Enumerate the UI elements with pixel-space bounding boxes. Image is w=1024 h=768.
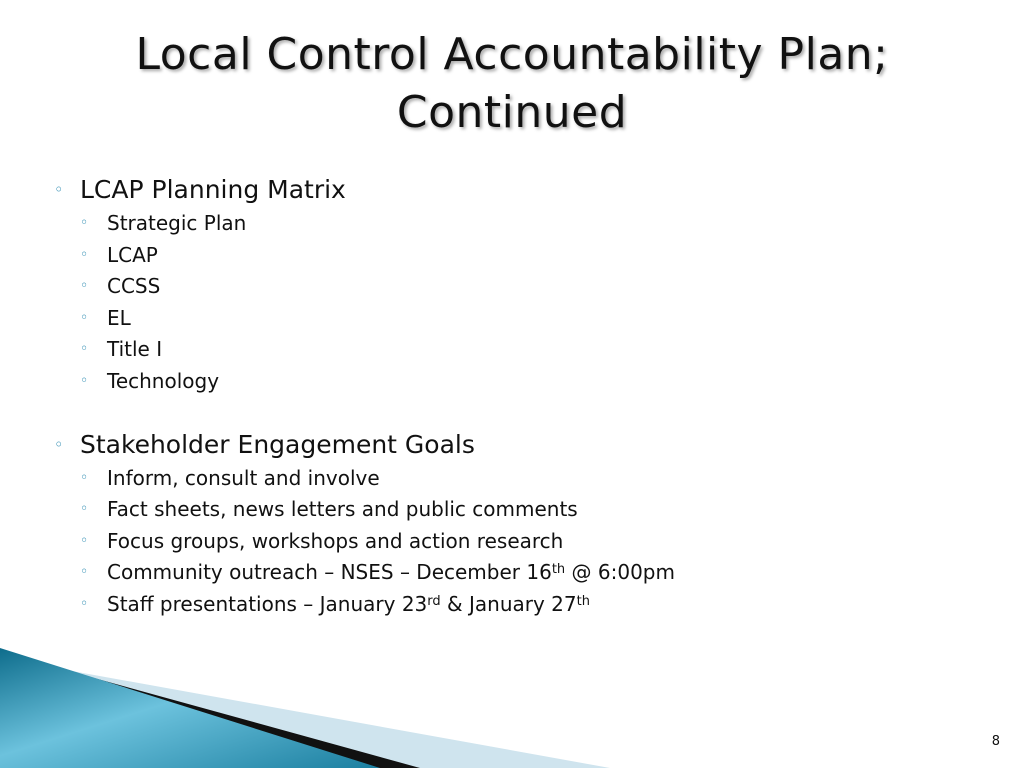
bullet-icon: ◦ <box>80 341 89 358</box>
list-item-text: CCSS <box>107 274 161 299</box>
section-spacer <box>52 398 952 427</box>
ordinal-suffix: th <box>576 593 590 609</box>
section-heading <box>52 172 952 208</box>
list-item <box>52 334 952 366</box>
bullet-icon: ◦ <box>80 469 89 486</box>
bullet-icon: ◦ <box>80 372 89 389</box>
bullet-icon: ◦ <box>80 595 89 612</box>
bullet-icon: ◦ <box>80 278 89 295</box>
bullet-icon: ◦ <box>80 246 89 263</box>
list-item <box>52 526 952 558</box>
list-item-text: Staff presentations – January 23 <box>107 591 428 616</box>
bullet-icon: ◦ <box>80 501 89 518</box>
bullet-icon: ◦ <box>54 180 64 199</box>
list-item-text: LCAP <box>107 242 158 267</box>
list-item-text: EL <box>107 305 131 330</box>
teal-wedge <box>0 648 380 768</box>
list-item-text: Fact sheets, news letters and public comments <box>107 497 578 522</box>
slide-title-line-1: Local Control Accountability Plan; <box>135 29 889 80</box>
list-item-text: Technology <box>107 368 220 393</box>
list-item <box>52 494 952 526</box>
list-item-text: Inform, consult and involve <box>107 465 380 490</box>
slide-title <box>40 26 984 142</box>
list-item <box>52 589 952 621</box>
bullet-icon: ◦ <box>80 215 89 231</box>
bullet-icon: ◦ <box>80 564 89 581</box>
list-item <box>52 557 952 589</box>
list-item-text: Focus groups, workshops and action research <box>107 528 564 553</box>
decorative-corner-graphic <box>0 640 1024 768</box>
list-item <box>52 240 952 272</box>
section-heading-text: Stakeholder Engagement Goals <box>80 429 475 459</box>
section-heading <box>52 427 952 463</box>
list-item <box>52 208 952 240</box>
ordinal-suffix: rd <box>427 593 441 609</box>
list-item <box>52 463 952 495</box>
list-item-text-tail: @ 6:00pm <box>565 560 675 585</box>
bullet-icon: ◦ <box>80 532 89 549</box>
bullet-icon: ◦ <box>54 434 64 454</box>
slide-title-line-2: Continued <box>396 87 628 138</box>
list-item-text: Strategic Plan <box>107 211 247 235</box>
list-item <box>52 303 952 335</box>
bullet-icon: ◦ <box>80 309 89 326</box>
section-heading-text: LCAP Planning Matrix <box>80 175 346 204</box>
page-number: 8 <box>991 734 1000 749</box>
slide-body <box>52 172 952 621</box>
list-item <box>52 366 952 398</box>
list-item <box>52 271 952 303</box>
list-item-text: Community outreach – NSES – December 16 <box>107 560 552 585</box>
ordinal-suffix: th <box>551 562 566 578</box>
list-item-text: Title I <box>107 337 163 362</box>
list-item-text-tail: & January 27 <box>440 591 577 616</box>
